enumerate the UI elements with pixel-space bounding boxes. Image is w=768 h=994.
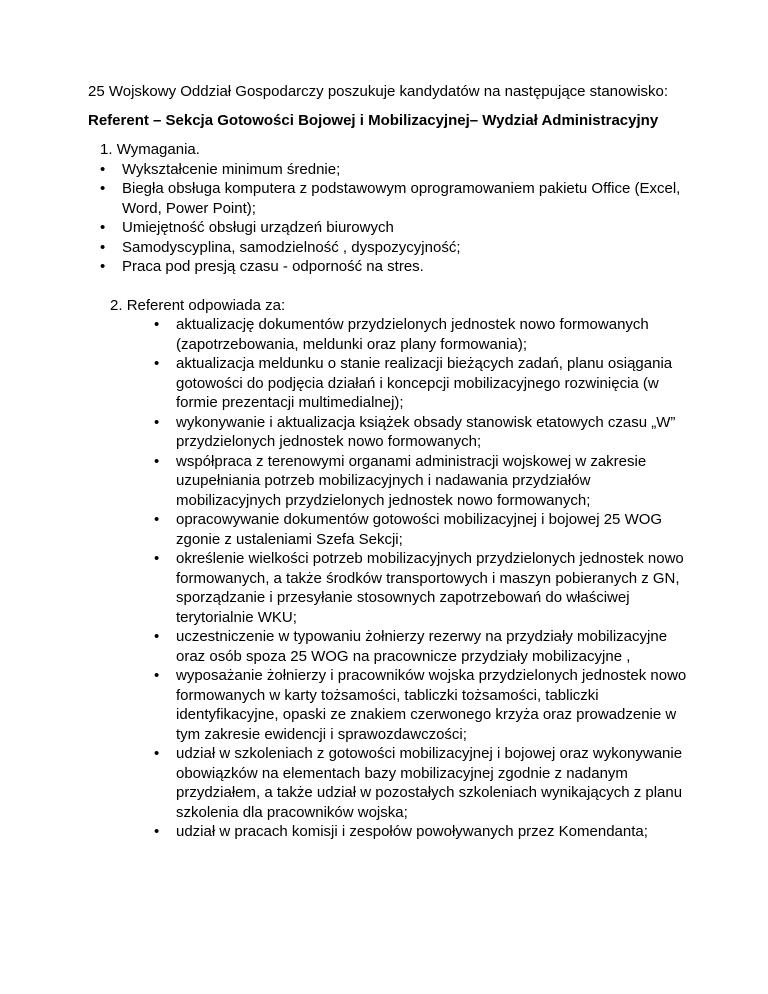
list-item-text: wyposażanie żołnierzy i pracowników wojska przydzielonych jednostek nowo formowanych w karty tożsamości, tabliczki tożsamości, tabliczki identyfikacyjne, opaski ze znakiem czerwonego krzyża oraz prowadzenie w tym zakresie ewidencji i sprawozdawczości;: [176, 667, 687, 743]
bullet-icon: •: [154, 550, 160, 567]
bullet-icon: •: [154, 628, 160, 645]
bullet-icon: •: [154, 745, 160, 762]
list-item: [88, 257, 688, 277]
requirements-list: [88, 160, 688, 277]
section-number: 1.: [100, 141, 113, 158]
list-item: [88, 549, 688, 627]
bullet-icon: •: [154, 413, 160, 431]
list-item-text: określenie wielkości potrzeb mobilizacyjnych przydzielonych jednostek nowo formowanych, a także środków transportowych i maszyn pobieranych z GN, sporządzanie i przesyłanie stosownych zapotrzebowań do właściwej terytorialnie WKU;: [176, 550, 684, 626]
list-item: [88, 744, 688, 822]
list-item-text: Samodyscyplina, samodzielność , dyspozycyjność;: [122, 238, 461, 256]
bullet-icon: •: [154, 667, 160, 684]
responsibilities-section: [88, 296, 688, 842]
bullet-icon: •: [100, 238, 106, 256]
list-item-text: Biegła obsługa komputera z podstawowym oprogramowaniem pakietu Office (Excel, Word, Power Point);: [122, 180, 681, 217]
job-title: Referent – Sekcja Gotowości Bojowej i Mobilizacyjnej– Wydział Administracyjny: [88, 111, 659, 129]
bullet-icon: •: [100, 180, 106, 197]
list-item: [88, 627, 688, 666]
bullet-icon: •: [154, 355, 160, 372]
list-item: [88, 179, 688, 218]
bullet-icon: •: [100, 160, 106, 178]
section-heading-text: Wymagania.: [116, 141, 200, 158]
section-heading-text: Referent odpowiada za:: [126, 296, 286, 314]
bullet-icon: •: [154, 316, 160, 333]
bullet-icon: •: [154, 452, 160, 470]
document-page: [88, 82, 688, 842]
list-item: [88, 315, 688, 354]
list-item: [88, 218, 688, 238]
responsibilities-list: [88, 315, 688, 842]
list-item-text: Wykształcenie minimum średnie;: [122, 160, 341, 178]
responsibilities-heading: [88, 296, 688, 316]
list-item: [88, 413, 688, 452]
list-item-text: udział w pracach komisji i zespołów powoływanych przez Komendanta;: [176, 823, 648, 840]
list-item: [88, 160, 688, 180]
list-item: [88, 238, 688, 258]
list-item-text: aktualizację dokumentów przydzielonych jednostek nowo formowanych (zapotrzebowania, meldunki oraz plany formowania);: [176, 316, 649, 353]
list-item: [88, 666, 688, 744]
list-item-text: Praca pod presją czasu - odporność na stres.: [122, 258, 424, 275]
bullet-icon: •: [154, 511, 160, 528]
list-item-text: udział w szkoleniach z gotowości mobilizacyjnej i bojowej oraz wykonywanie obowiązków na elementach bazy mobilizacyjnej zgodnie z nadanym przydziałem, a także udział w pozostałych szkoleniach wynikających z planu szkolenia dla pracowników wojska;: [176, 745, 683, 821]
requirements-heading: [88, 140, 688, 160]
list-item-text: współpraca z terenowymi organami administracji wojskowej w zakresie uzupełniania potrzeb mobilizacyjnych i nadawania przydziałów mobilizacyjnych przydzielonych jednostek nowo formowanych;: [176, 452, 647, 509]
list-item: [88, 354, 688, 413]
bullet-icon: •: [100, 219, 106, 236]
list-item-text: Umiejętność obsługi urządzeń biurowych: [122, 219, 394, 236]
bullet-icon: •: [100, 258, 106, 275]
list-item: [88, 822, 688, 842]
list-item-text: opracowywanie dokumentów gotowości mobilizacyjnej i bojowej 25 WOG zgonie z ustaleniami Szefa Sekcji;: [176, 511, 663, 548]
requirements-section: [88, 140, 688, 277]
list-item: [88, 452, 688, 511]
bullet-icon: •: [154, 823, 160, 840]
list-item-text: wykonywanie i aktualizacja książek obsady stanowisk etatowych czasu „W” przydzielonych jednostek nowo formowanych;: [176, 413, 676, 450]
list-item: [88, 510, 688, 549]
section-number: 2.: [110, 296, 123, 314]
intro-paragraph: 25 Wojskowy Oddział Gospodarczy poszukuje kandydatów na następujące stanowisko:: [88, 83, 669, 100]
list-item-text: uczestniczenie w typowaniu żołnierzy rezerwy na przydziały mobilizacyjne oraz osób spoza 25 WOG na pracownicze przydziały mobilizacyjne ,: [176, 628, 668, 665]
list-item-text: aktualizacja meldunku o stanie realizacji bieżących zadań, planu osiągania gotowości do podjęcia działań i koncepcji mobilizacyjnego rozwinięcia (w formie prezentacji multimedialnej);: [176, 355, 673, 411]
